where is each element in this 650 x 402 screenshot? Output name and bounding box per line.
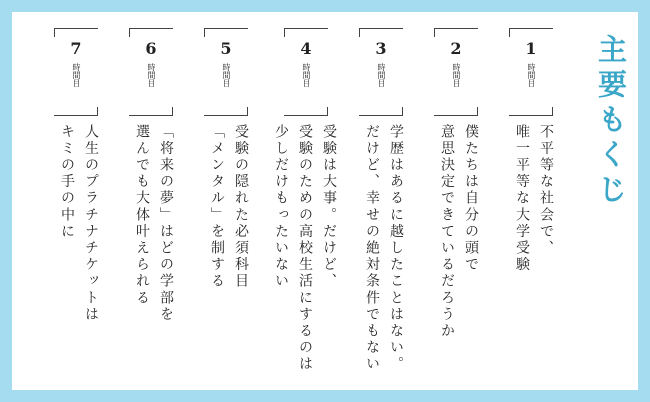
entry-line: 「メンタル」を制する — [209, 124, 225, 290]
entry-text — [352, 124, 408, 398]
period-number: 2 — [450, 39, 462, 58]
toc-entry-2 — [427, 28, 483, 398]
entry-line: 「将来の夢」はどの学部を — [158, 124, 174, 324]
period-number: 6 — [145, 39, 157, 58]
entry-text — [502, 124, 558, 398]
bracket-mark — [164, 107, 173, 115]
entry-line: だけど、幸せの絶対条件でもない — [364, 124, 380, 373]
entry-line: 受験は大事。だけど、 — [321, 124, 337, 290]
period-label — [54, 28, 98, 116]
period-number: 7 — [70, 39, 82, 58]
period-number: 5 — [220, 39, 232, 58]
bracket-mark — [359, 29, 368, 37]
bracket-mark — [54, 29, 63, 37]
entry-line: 不平等な社会で、 — [538, 124, 554, 257]
toc-title: 主要もくじ — [594, 34, 628, 209]
period-label — [434, 28, 478, 116]
entry-line: 意思決定できているだろうか — [439, 124, 455, 340]
toc-entry-6 — [122, 28, 178, 398]
period-label — [204, 28, 248, 116]
entry-line: 受験のための高校生活にするのは — [297, 124, 313, 373]
toc-entry-4 — [273, 28, 337, 398]
toc-entry-5 — [197, 28, 253, 398]
bracket-mark — [544, 107, 553, 115]
period-label — [509, 28, 553, 116]
entry-text — [47, 124, 103, 398]
entry-line: 選んでも大体叶えられる — [134, 124, 150, 307]
bracket-mark — [319, 107, 328, 115]
entry-line: 受験の隠れた必須科目 — [233, 124, 249, 290]
period-label — [129, 28, 173, 116]
entry-line: 少しだけもったいない — [273, 124, 289, 290]
entry-line: 僕たちは自分の頭で — [463, 124, 479, 274]
bracket-mark — [434, 29, 443, 37]
entry-text — [197, 124, 253, 398]
period-unit: 時間目 — [72, 63, 81, 87]
period-unit: 時間目 — [222, 63, 231, 87]
entry-line: 人生のプラチナチケットは — [83, 124, 99, 324]
toc-entry-7 — [47, 28, 103, 398]
bracket-mark — [204, 29, 213, 37]
bracket-mark — [239, 107, 248, 115]
period-unit: 時間目 — [377, 63, 386, 87]
bracket-mark — [509, 29, 518, 37]
entry-text — [122, 124, 178, 398]
period-unit: 時間目 — [147, 63, 156, 87]
toc-entry-3 — [352, 28, 408, 398]
entry-text — [269, 124, 341, 398]
bracket-mark — [89, 107, 98, 115]
period-label — [359, 28, 403, 116]
period-unit: 時間目 — [302, 63, 311, 87]
entry-line: 学歴はあるに越したことはない。 — [388, 124, 404, 373]
period-unit: 時間目 — [452, 63, 461, 87]
period-unit: 時間目 — [527, 63, 536, 87]
bracket-mark — [129, 29, 138, 37]
entry-line: キミの手の中に — [59, 124, 75, 241]
bracket-mark — [469, 107, 478, 115]
entry-line: 唯一平等な大学受験 — [514, 124, 530, 274]
period-number: 4 — [300, 39, 312, 58]
bracket-mark — [394, 107, 403, 115]
toc-entry-1 — [502, 28, 558, 398]
entry-text — [427, 124, 483, 398]
bracket-mark — [284, 29, 293, 37]
period-number: 1 — [525, 39, 537, 58]
period-label — [284, 28, 328, 116]
period-number: 3 — [375, 39, 387, 58]
